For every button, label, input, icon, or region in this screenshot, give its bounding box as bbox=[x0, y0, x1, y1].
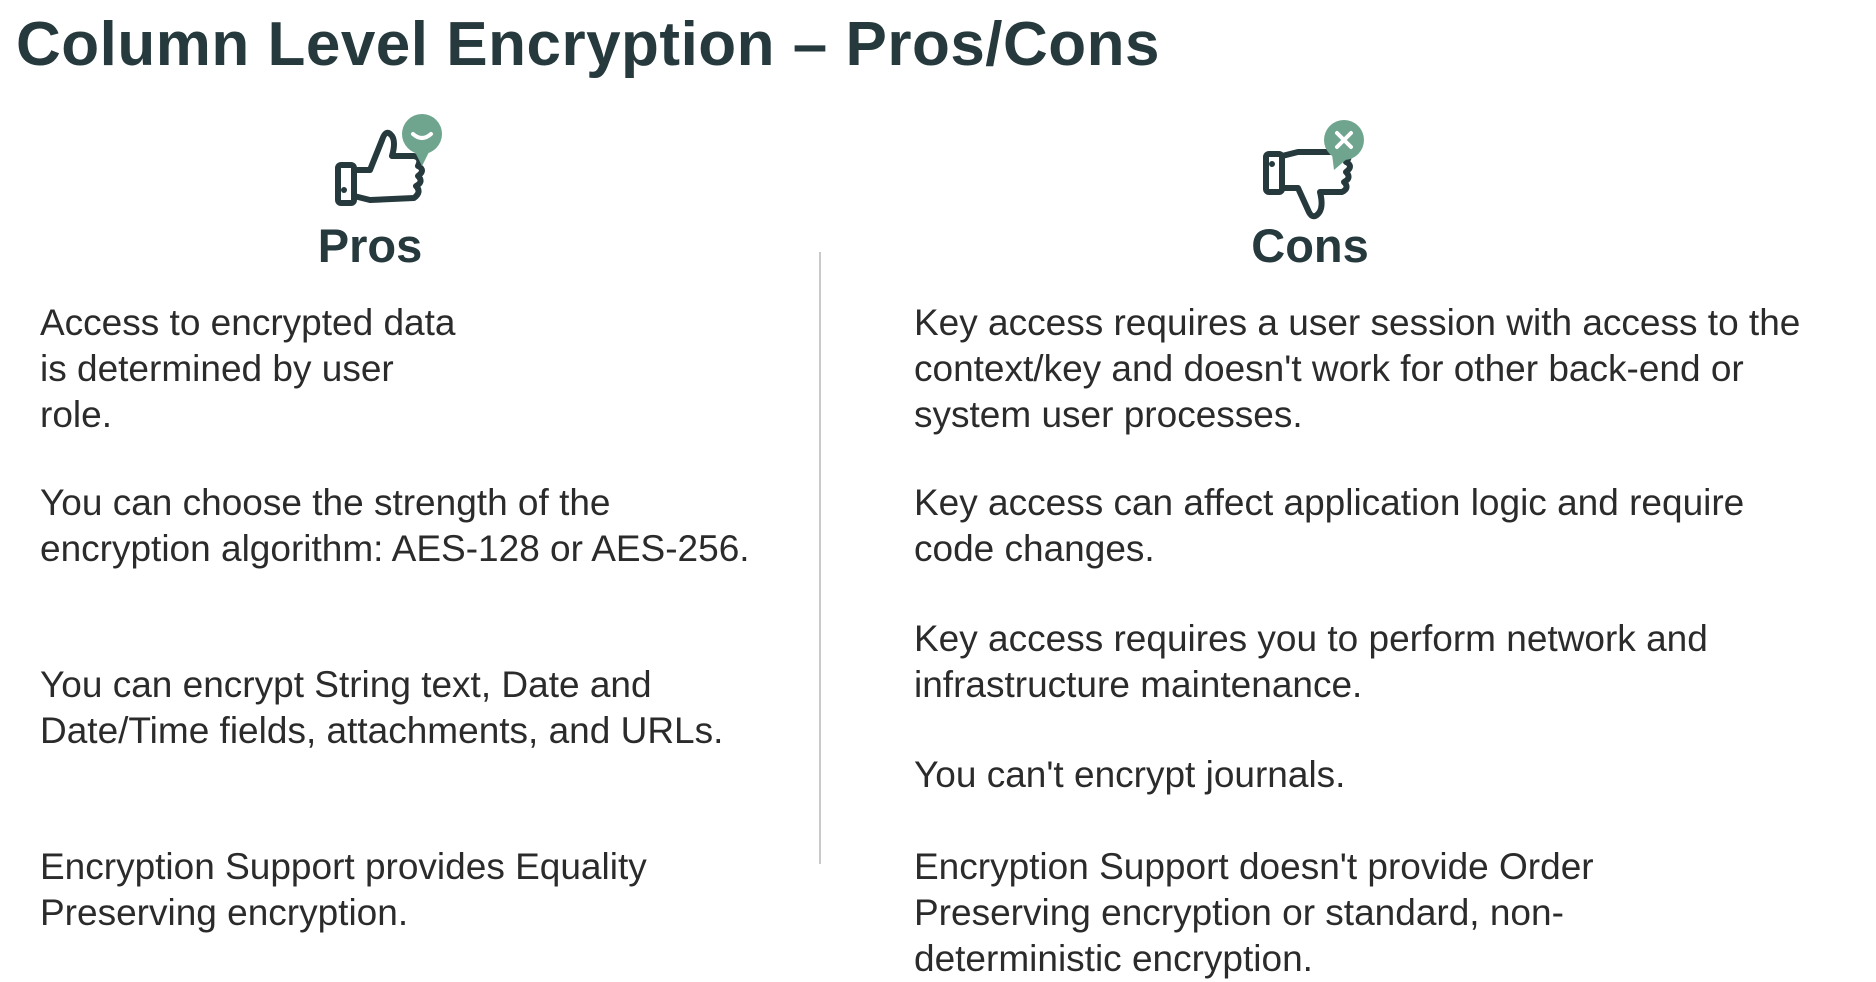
cons-item: You can't encrypt journals. bbox=[914, 754, 1346, 795]
pros-heading: Pros bbox=[317, 219, 423, 272]
cons-item: Key access can affect application logic and require code changes. bbox=[914, 482, 1745, 569]
pros-item: You can encrypt String text, Date and Date/Time fields, attachments, and URLs. bbox=[40, 664, 724, 751]
page-title: Column Level Encryption – Pros/Cons bbox=[16, 10, 1161, 79]
pros-item: Access to encrypted data is determined by user role. bbox=[40, 302, 456, 435]
column-divider bbox=[819, 252, 821, 864]
cons-item: Key access requires a user session with access to the context/key and doesn't work for other back-end or system user processes. bbox=[914, 302, 1801, 435]
thumbs-up-icon bbox=[330, 110, 442, 210]
thumbs-down-icon bbox=[1262, 116, 1374, 222]
cons-item: Encryption Support doesn't provide Order Preserving encryption or standard, non-deterministic encryption. bbox=[914, 846, 1594, 979]
cons-item: Key access requires you to perform network and infrastructure maintenance. bbox=[914, 618, 1708, 705]
cons-heading: Cons bbox=[1251, 219, 1369, 272]
pros-item: You can choose the strength of the encryption algorithm: AES-128 or AES-256. bbox=[40, 482, 750, 569]
pros-item: Encryption Support provides Equality Preserving encryption. bbox=[40, 846, 647, 933]
